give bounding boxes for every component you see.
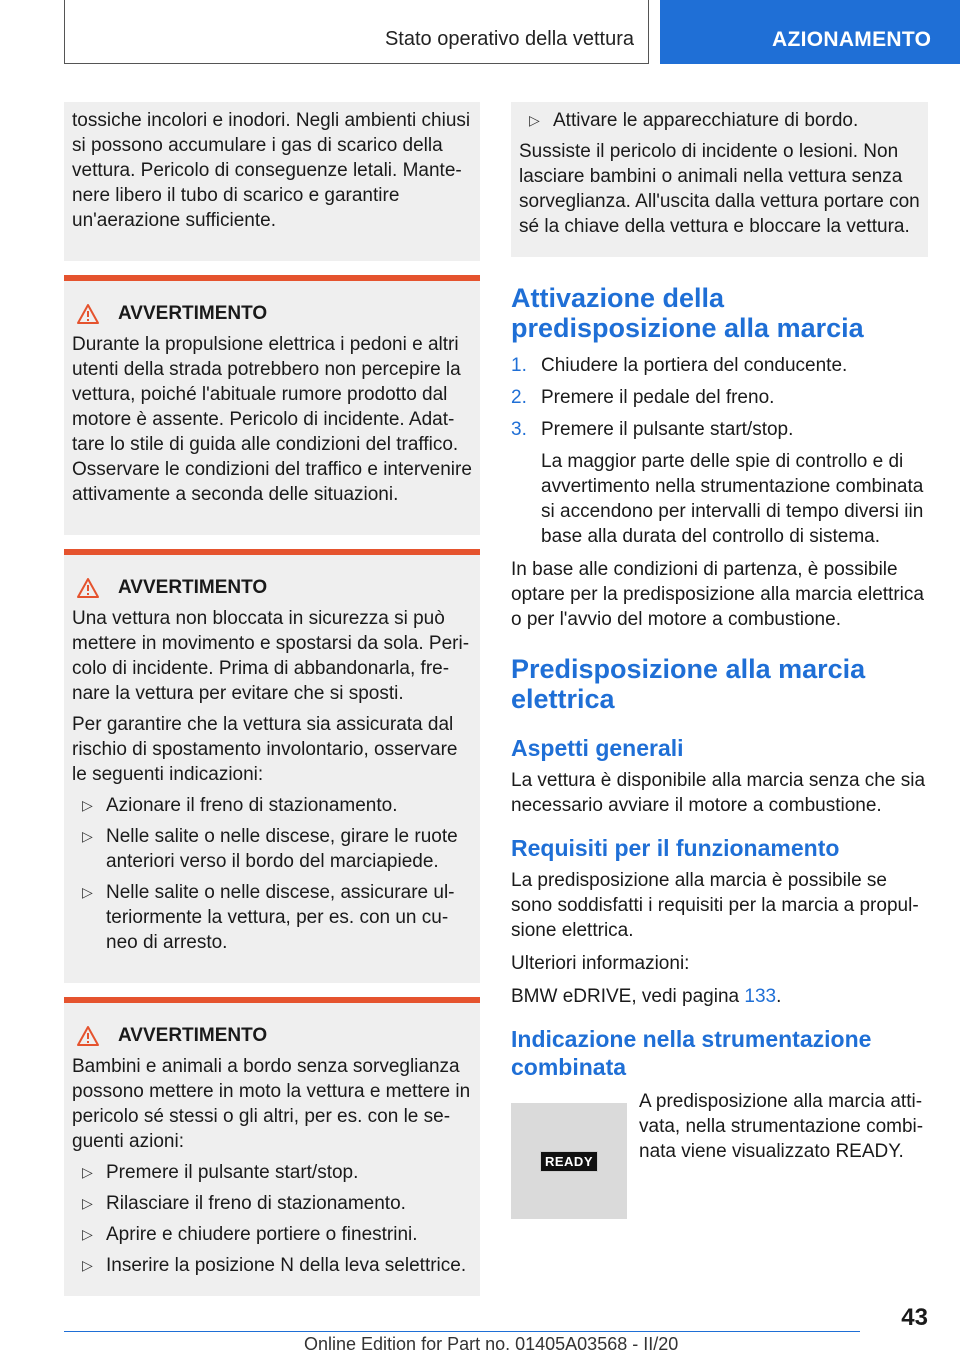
heading-activation: Attivazione della predisposizione alla marcia: [511, 283, 864, 343]
warning-box-parking: [64, 549, 480, 983]
step-item: 2. Premere il pedale del freno.: [511, 387, 775, 408]
heading-display: Indicazione nella strumentazione combinata: [511, 1026, 872, 1080]
warning-heading: [72, 1023, 472, 1048]
warning-heading: [72, 575, 472, 600]
bullet-triangle-icon: ▷: [529, 112, 540, 128]
bullet-triangle-icon: ▷: [82, 1226, 93, 1242]
warning-text: Durante la propulsione elettrica i pedoni e altri utenti della strada potrebbero non percepire la vettura, poiché l'abituale rumore prodotto dal motore è assente. Pericolo di incidente. Adattare lo stile di guida alle condizioni del traffico. Osservare le condizioni del traffico e intervenire attivamente a seconda delle situazioni.: [72, 334, 472, 505]
warning-title: AVVERTIMENTO: [118, 577, 268, 598]
warning-text: Una vettura non bloccata in sicurezza si può mettere in movimento e spostarsi da sola. Pericolo di incidente. Prima di abbandonarla, frenare la vettura per evitare che si sposti.: [72, 608, 470, 704]
steps-list: [511, 353, 928, 442]
ready-section: [511, 1089, 928, 1219]
list-item: ▷ Inserire la posizione N della leva selettrice.: [82, 1255, 467, 1276]
ready-display-image: [511, 1103, 627, 1219]
step-item: 1. Chiudere la portiera del conducente.: [511, 355, 848, 376]
bullet-triangle-icon: ▷: [82, 884, 93, 900]
ready-indicator: READY: [540, 1151, 598, 1172]
heading-general: Aspetti generali: [511, 735, 684, 761]
page-number: 43: [901, 1304, 928, 1331]
left-column: [64, 102, 480, 1296]
list-item: ▷ Premere il pulsante start/stop.: [82, 1162, 359, 1183]
step-description: La maggior parte delle spie di controllo e di avvertimento nella strumentazione combinata si accendono per intervalli di tempo diversi iin base alla durata del controllo di sistema.: [541, 451, 924, 547]
warning-heading: [72, 301, 472, 326]
paragraph: In base alle condizioni di partenza, è possibile optare per la predisposizione alla marcia elettrica o per l'avvio del motore a combustione.: [511, 559, 924, 630]
paragraph: Ulteriori informazioni:: [511, 953, 690, 974]
warning-title: AVVERTIMENTO: [118, 303, 268, 324]
list-item: ▷ Rilasciare il freno di stazionamento.: [82, 1193, 406, 1214]
page-link[interactable]: 133: [744, 986, 777, 1007]
list-item: ▷ Nelle salite o nelle discese, assicurare ulteriormente la vettura, per es. con un cuneo di arresto.: [82, 882, 455, 953]
warning-text: Bambini e animali a bordo senza sorveglianza possono mettere in moto la vettura e mettere in pericolo sé stessi o gli altri, per es. con le seguenti azioni:: [72, 1056, 471, 1152]
bullet-list: [519, 108, 920, 133]
bullet-triangle-icon: ▷: [82, 1195, 93, 1211]
warning-triangle-icon: [76, 577, 100, 599]
warning-triangle-icon: [76, 303, 100, 325]
bullet-list: [72, 793, 472, 955]
warning-triangle-icon: [76, 1025, 100, 1047]
warning-box-children: [64, 997, 480, 1296]
warning-title: AVVERTIMENTO: [118, 1025, 268, 1046]
list-item: ▷ Nelle salite o nelle discese, girare le ruote anteriori verso il bordo del marciapiede.: [82, 826, 458, 872]
ready-description: A predisposizione alla marcia attivata, nella strumentazione combinata viene visualizzato READY.: [639, 1091, 924, 1162]
header-title: Stato operativo della vettura: [384, 28, 634, 50]
header-box: [64, 0, 649, 64]
list-item: ▷ Aprire e chiudere portiere o finestrini.: [82, 1224, 418, 1245]
warning-box-electric: [64, 275, 480, 535]
list-item: ▷ Attivare le apparecchiature di bordo.: [529, 110, 859, 131]
heading-requirements: Requisiti per il funzionamento: [511, 835, 840, 861]
bullet-triangle-icon: ▷: [82, 828, 93, 844]
warning-text: Sussiste il pericolo di incidente o lesioni. Non lasciare bambini o animali nella vettura senza sorveglianza. All'uscita dalla vettura portare con sé la chiave della vettura e bloccare la vettura.: [519, 141, 920, 237]
heading-electric-readiness: Predisposizione alla marcia elettrica: [511, 654, 866, 714]
footer-divider: [64, 1331, 860, 1332]
step-item: 3. Premere il pulsante start/stop.: [511, 419, 794, 440]
warning-text: Per garantire che la vettura sia assicurata dal rischio di spostamento involontario, osservare le seguenti indicazioni:: [72, 714, 458, 785]
footer-edition: Online Edition for Part no. 01405A03568 - II/20: [304, 1334, 679, 1354]
bullet-triangle-icon: ▷: [82, 1257, 93, 1273]
right-column: [511, 102, 928, 1219]
paragraph: La predisposizione alla marcia è possibile se sono soddisfatti i requisiti per la marcia a propulsione elettrica.: [511, 870, 919, 941]
continued-warning-box: [511, 102, 928, 257]
list-item: ▷ Azionare il freno di stazionamento.: [82, 795, 398, 816]
bullet-triangle-icon: ▷: [82, 1164, 93, 1180]
cross-reference: BMW eDRIVE, vedi pagina 133.: [511, 986, 782, 1007]
paragraph: La vettura è disponibile alla marcia senza che sia necessario avviare il motore a combustione.: [511, 770, 926, 816]
bullet-triangle-icon: ▷: [82, 797, 93, 813]
intro-box: [64, 102, 480, 261]
bullet-list: [72, 1160, 472, 1278]
section-tab[interactable]: AZIONAMENTO: [660, 0, 960, 64]
intro-text: tossiche incolori e inodori. Negli ambienti chiusi si possono accumulare i gas di scarico della vettura. Pericolo di conseguenze letali. Mantenere libero il tubo di scarico e garantire un'aerazione sufficiente.: [72, 110, 471, 231]
